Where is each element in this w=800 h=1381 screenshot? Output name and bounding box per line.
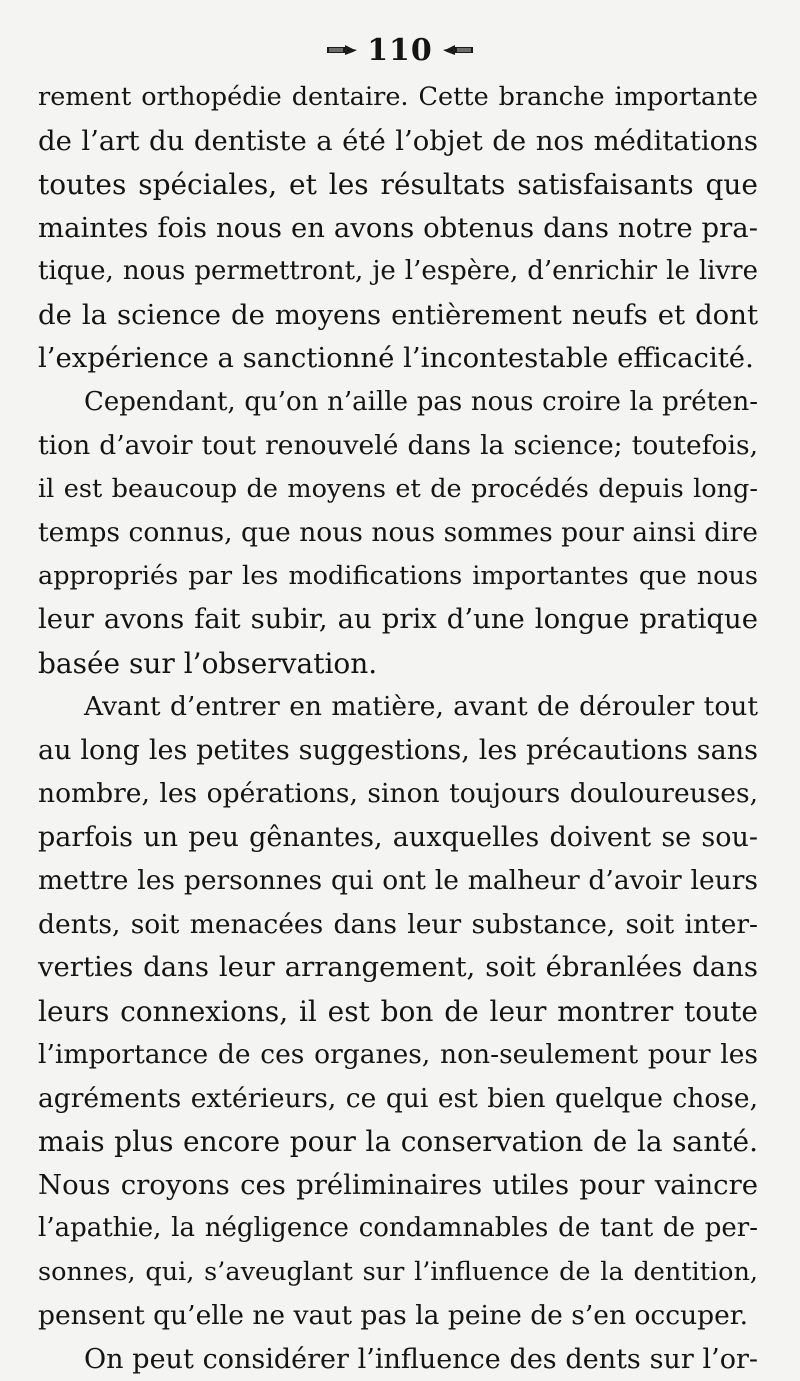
body-text xyxy=(38,76,758,1381)
page-number: 110 xyxy=(367,33,433,68)
text-line: appropriés par les modifications importantes que nous xyxy=(38,555,758,599)
text-line: Nous croyons ces préliminaires utiles pour vaincre xyxy=(38,1164,758,1208)
hand-ornament-right-icon xyxy=(325,41,359,59)
text-line: agréments extérieurs, ce qui est bien quelque chose, xyxy=(38,1077,758,1121)
text-line: leur avons fait subir, au prix d’une longue pratique xyxy=(38,598,758,642)
text-line: mettre les personnes qui ont le malheur d’avoir leurs xyxy=(38,859,758,903)
text-line: basée sur l’observation. xyxy=(38,642,758,686)
text-line: de la science de moyens entièrement neufs et dont xyxy=(38,294,758,338)
text-line: tion d’avoir tout renouvelé dans la science; toutefois, xyxy=(38,424,758,468)
text-line: toutes spéciales, et les résultats satisfaisants que xyxy=(38,163,758,207)
text-line: l’importance de ces organes, non-seulement pour les xyxy=(38,1033,758,1077)
page-header xyxy=(0,30,800,70)
hand-ornament-left-icon xyxy=(441,41,475,59)
text-line: tique, nous permettront, je l’espère, d’enrichir le livre xyxy=(38,250,758,294)
text-line: verties dans leur arrangement, soit ébranlées dans xyxy=(38,946,758,990)
text-line: Avant d’entrer en matière, avant de dérouler tout xyxy=(38,685,758,729)
text-line: il est beaucoup de moyens et de procédés depuis long- xyxy=(38,468,758,512)
text-line: nombre, les opérations, sinon toujours douloureuses, xyxy=(38,772,758,816)
text-line: On peut considérer l’influence des dents sur l’or- xyxy=(38,1338,758,1381)
text-line: parfois un peu gênantes, auxquelles doivent se sou- xyxy=(38,816,758,860)
text-line: Cependant, qu’on n’aille pas nous croire la préten- xyxy=(38,381,758,425)
text-line: maintes fois nous en avons obtenus dans notre pra- xyxy=(38,207,758,251)
text-line: de l’art du dentiste a été l’objet de nos méditations xyxy=(38,120,758,164)
text-line: dents, soit menacées dans leur substance, soit inter- xyxy=(38,903,758,947)
text-line: sonnes, qui, s’aveuglant sur l’influence de la dentition, xyxy=(38,1251,758,1295)
text-line: l’expérience a sanctionné l’incontestable efficacité. xyxy=(38,337,758,381)
text-line: mais plus encore pour la conservation de la santé. xyxy=(38,1120,758,1164)
text-line: temps connus, que nous nous sommes pour ainsi dire xyxy=(38,511,758,555)
text-line: rement orthopédie dentaire. Cette branche importante xyxy=(38,76,758,120)
text-line: au long les petites suggestions, les précautions sans xyxy=(38,729,758,773)
text-line: l’apathie, la négligence condamnables de tant de per- xyxy=(38,1207,758,1251)
text-line: leurs connexions, il est bon de leur montrer toute xyxy=(38,990,758,1034)
text-line: pensent qu’elle ne vaut pas la peine de s’en occuper. xyxy=(38,1294,758,1338)
